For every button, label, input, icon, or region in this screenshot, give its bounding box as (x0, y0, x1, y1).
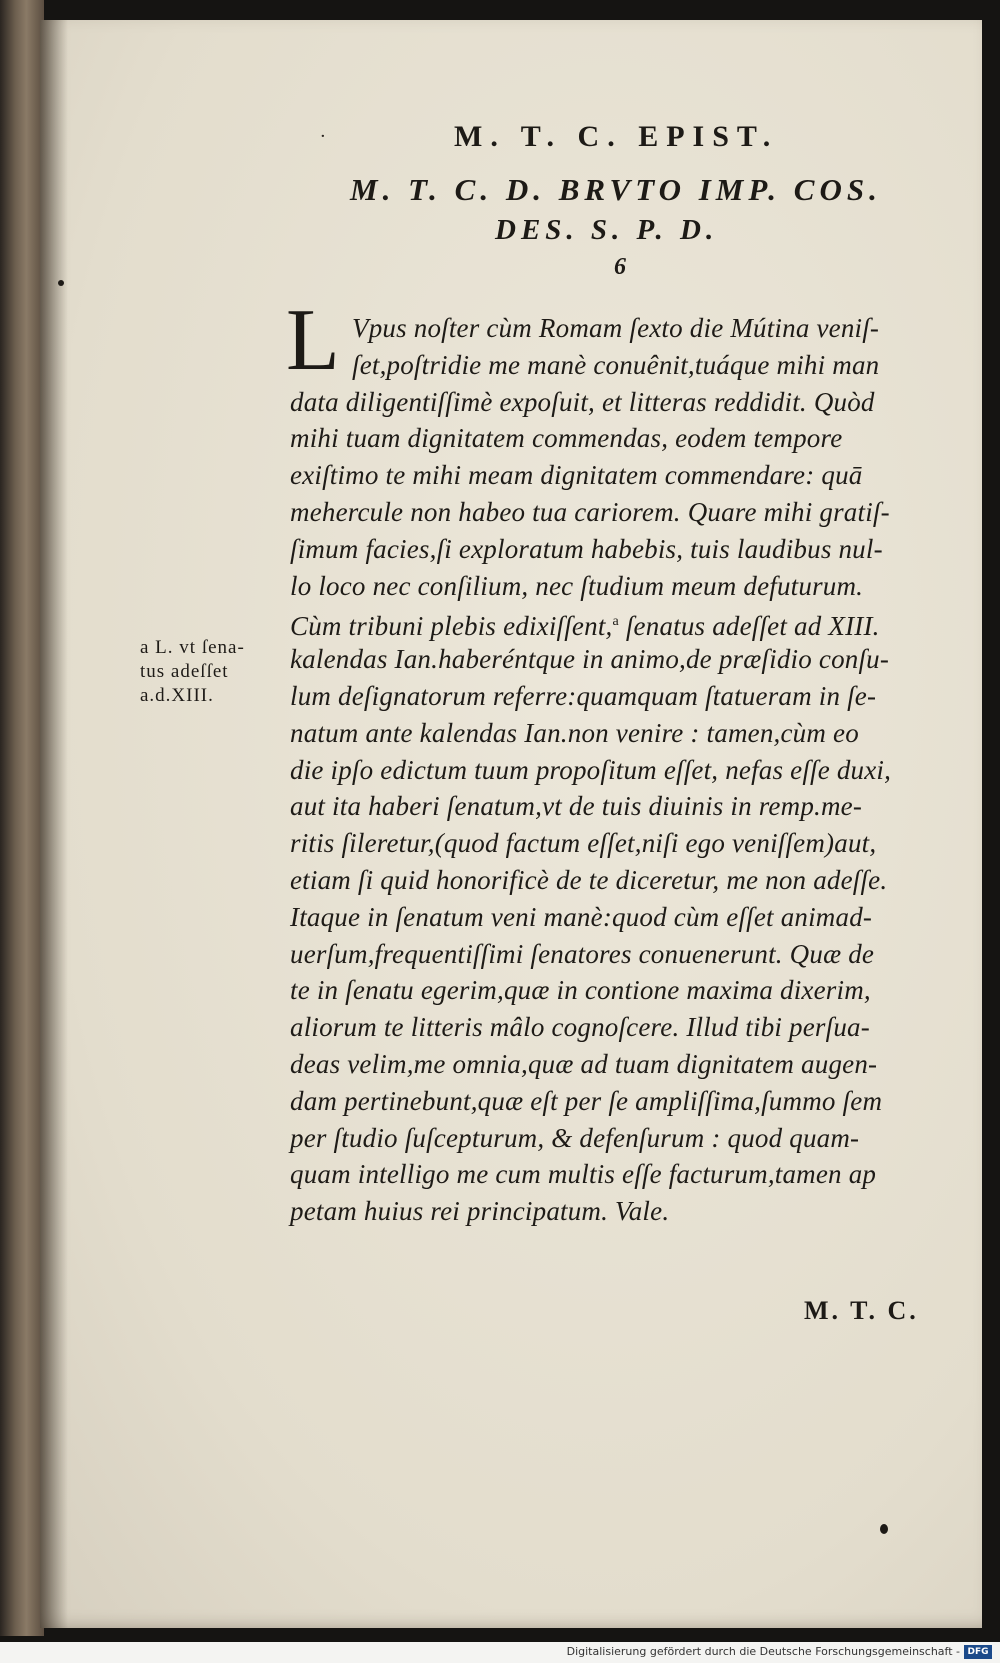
text-line: ſimum facies,ſi exploratum habebis, tuis laudibus nul- (290, 533, 883, 564)
text-line-with-note-marker (290, 604, 950, 641)
text-line: uerſum,frequentiſſimi ſenatores conuenerunt. Quæ de (290, 938, 875, 969)
signature: M. T. C. (804, 1296, 919, 1325)
text-line: lo loco nec conſilium, nec ſtudium meum defuturum. (290, 570, 864, 601)
dfg-logo[interactable]: DFG (964, 1645, 992, 1659)
letter-title-line-2: DES. S. P. D. (495, 214, 719, 246)
text-line: lum deſignatorum referre:quamquam ſtatueram in ſe- (290, 680, 877, 711)
funding-credit: Digitalisierung gefördert durch die Deutsche Forschungsgemeinschaft - (566, 1645, 960, 1658)
text-fragment: Cùm tribuni plebis edixiſſent, (290, 611, 613, 642)
ink-spot (880, 1524, 888, 1534)
text-line: Vpus noſter cùm Romam ſexto die Mútina veniſ- (352, 313, 880, 343)
text-line: mihi tuam dignitatem commendas, eodem tempore (290, 423, 843, 454)
text-line: ſet,poſtridie me manè conuênit,tuáque mihi man (352, 349, 880, 380)
text-line: aut ita haberi ſenatum,vt de tuis diuinis in remp.me- (290, 791, 863, 822)
ink-spot (58, 280, 64, 286)
spine-shadow (40, 20, 68, 1628)
text-line: te in ſenatu egerim,quæ in contione maxima dixerim, (290, 975, 871, 1006)
drop-cap: L (286, 292, 340, 389)
text-line: Itaque in ſenatum veni manè:quod cùm eſſet animad- (290, 901, 873, 932)
text-line: quam intelligo me cum multis eſſe facturum,tamen ap (290, 1159, 877, 1190)
text-line: petam huius rei principatum. Vale. (290, 1196, 670, 1227)
text-line: exiſtimo te mihi meam dignitatem commendare: quā (290, 460, 863, 491)
text-line: dam pertinebunt,quæ eſt per ſe ampliſſima,ſummo ſem (290, 1085, 883, 1116)
marginal-note-line: a L. vt ſena- (140, 637, 245, 658)
text-fragment: ſenatus adeſſet ad XIII. (618, 611, 880, 642)
text-line: aliorum te litteris mâlo cognoſcere. Illud tibi perſua- (290, 1012, 870, 1043)
text-line: mehercule non habeo tua cariorem. Quare mihi gratiſ- (290, 496, 890, 527)
text-line: natum ante kalendas Ian.non venire : tamen,cùm eo (290, 717, 859, 748)
marginal-note-line: a.d.XIII. (140, 685, 214, 706)
text-line: data diligentiſſimè expoſuit, et litteras reddidit. Quòd (290, 386, 875, 417)
marginal-note-line: tus adeſſet (140, 661, 229, 682)
text-line: deas velim,me omnia,quæ ad tuam dignitatem augen- (290, 1048, 878, 1079)
text-line: ritis ſileretur,(quod factum eſſet,niſi ego veniſſem)aut, (290, 828, 877, 859)
footnote-marker: a (612, 614, 619, 630)
marginal-note (140, 636, 270, 708)
letter-body (290, 310, 950, 1230)
text-line: etiam ſi quid honorificè de te diceretur, me non adeſſe. (290, 864, 888, 895)
letter-title-line-1: M. T. C. D. BRVTO IMP. COS. (350, 172, 882, 207)
book-edge (0, 0, 44, 1636)
ink-dot: · (320, 126, 326, 147)
letter-number: 6 (614, 254, 626, 280)
text-line: kalendas Ian.haberéntque in animo,de præſidio conſu- (290, 644, 890, 675)
text-line: die ipſo edictum tuum propoſitum eſſet, nefas eſſe duxi, (290, 754, 892, 785)
text-line: per ſtudio ſuſcepturum, & defenſurum : quod quam- (290, 1122, 860, 1153)
running-head: M. T. C. EPIST. (454, 120, 779, 153)
